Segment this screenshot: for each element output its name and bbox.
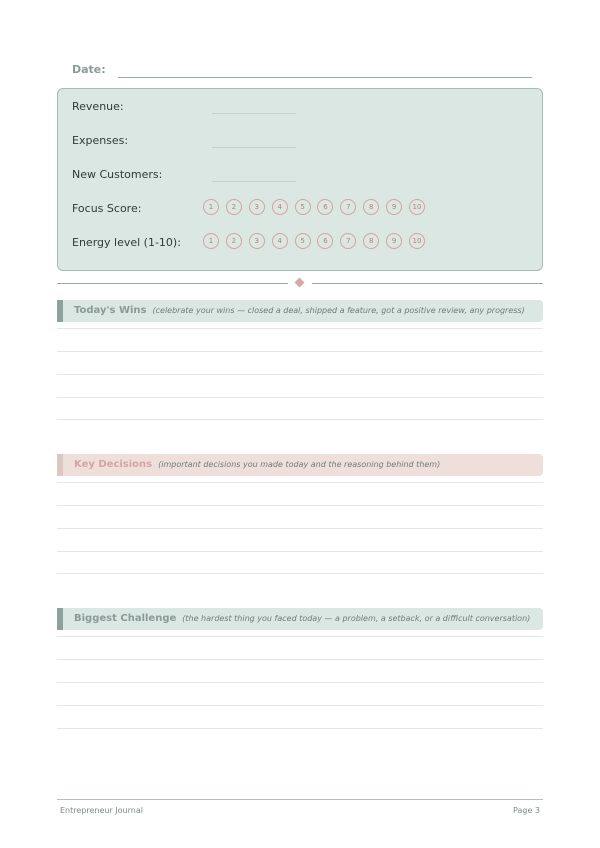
section-hint: (celebrate your wins — closed a deal, shipped a feature, got a positive review, any progress) bbox=[152, 306, 525, 315]
writing-line[interactable] bbox=[57, 705, 543, 706]
section-accent-bar bbox=[57, 608, 63, 630]
date-row bbox=[72, 62, 532, 80]
writing-line[interactable] bbox=[57, 551, 543, 552]
revenue-field[interactable] bbox=[212, 113, 296, 114]
section-title bbox=[74, 305, 525, 316]
energy-level-label: Energy level (1-10): bbox=[72, 236, 181, 249]
expenses-field[interactable] bbox=[212, 147, 296, 148]
energy-level-scale bbox=[203, 233, 432, 249]
section-hint: (important decisions you made today and the reasoning behind them) bbox=[158, 460, 441, 469]
writing-line[interactable] bbox=[57, 636, 543, 637]
focus-score-option[interactable]: 7 bbox=[340, 199, 356, 215]
writing-line[interactable] bbox=[57, 573, 543, 574]
focus-score-option[interactable]: 5 bbox=[295, 199, 311, 215]
section-title-text: Biggest Challenge bbox=[74, 613, 177, 624]
writing-line[interactable] bbox=[57, 419, 543, 420]
focus-score-label: Focus Score: bbox=[72, 202, 142, 215]
new-customers-label: New Customers: bbox=[72, 168, 163, 181]
energy-level-option[interactable]: 2 bbox=[226, 233, 242, 249]
energy-level-option[interactable]: 8 bbox=[363, 233, 379, 249]
footer-page-number: Page 3 bbox=[513, 806, 540, 815]
writing-line[interactable] bbox=[57, 728, 543, 729]
focus-score-option[interactable]: 2 bbox=[226, 199, 242, 215]
divider-line-left bbox=[57, 283, 288, 284]
revenue-row bbox=[72, 97, 532, 117]
writing-line[interactable] bbox=[57, 482, 543, 483]
revenue-label: Revenue: bbox=[72, 100, 124, 113]
energy-level-row bbox=[72, 233, 532, 253]
writing-line[interactable] bbox=[57, 351, 543, 352]
focus-score-option[interactable]: 6 bbox=[317, 199, 333, 215]
section-header-biggest-challenge bbox=[57, 608, 543, 630]
writing-line[interactable] bbox=[57, 659, 543, 660]
section-header-key-decisions bbox=[57, 454, 543, 476]
energy-level-option[interactable]: 1 bbox=[203, 233, 219, 249]
writing-line[interactable] bbox=[57, 397, 543, 398]
metrics-box bbox=[57, 88, 543, 271]
writing-line[interactable] bbox=[57, 328, 543, 329]
section-title-text: Today's Wins bbox=[74, 305, 147, 316]
section-header-todays-wins bbox=[57, 300, 543, 322]
energy-level-option[interactable]: 10 bbox=[409, 233, 425, 249]
section-title bbox=[74, 613, 530, 624]
date-input-line[interactable] bbox=[118, 77, 532, 78]
focus-score-option[interactable]: 8 bbox=[363, 199, 379, 215]
focus-score-row bbox=[72, 199, 532, 219]
section-title-text: Key Decisions bbox=[74, 459, 153, 470]
focus-score-option[interactable]: 9 bbox=[386, 199, 402, 215]
section-hint: (the hardest thing you faced today — a problem, a setback, or a difficult conversation) bbox=[182, 614, 531, 623]
focus-score-option[interactable]: 3 bbox=[249, 199, 265, 215]
writing-line[interactable] bbox=[57, 682, 543, 683]
focus-score-option[interactable]: 1 bbox=[203, 199, 219, 215]
focus-score-option[interactable]: 10 bbox=[409, 199, 425, 215]
energy-level-option[interactable]: 3 bbox=[249, 233, 265, 249]
expenses-label: Expenses: bbox=[72, 134, 129, 147]
writing-line[interactable] bbox=[57, 505, 543, 506]
writing-line[interactable] bbox=[57, 374, 543, 375]
footer-divider bbox=[57, 799, 543, 800]
expenses-row bbox=[72, 131, 532, 151]
section-accent-bar bbox=[57, 300, 63, 322]
section-title bbox=[74, 459, 440, 470]
energy-level-option[interactable]: 7 bbox=[340, 233, 356, 249]
date-label: Date: bbox=[72, 63, 106, 76]
divider-line-right bbox=[312, 283, 543, 284]
energy-level-option[interactable]: 9 bbox=[386, 233, 402, 249]
new-customers-row bbox=[72, 165, 532, 185]
diamond-icon bbox=[295, 278, 305, 288]
writing-line[interactable] bbox=[57, 528, 543, 529]
energy-level-option[interactable]: 4 bbox=[272, 233, 288, 249]
energy-level-option[interactable]: 5 bbox=[295, 233, 311, 249]
focus-score-scale bbox=[203, 199, 432, 215]
ornament-divider bbox=[57, 277, 543, 289]
new-customers-field[interactable] bbox=[212, 181, 296, 182]
section-accent-bar bbox=[57, 454, 63, 476]
focus-score-option[interactable]: 4 bbox=[272, 199, 288, 215]
footer-journal-title: Entrepreneur Journal bbox=[60, 806, 143, 815]
energy-level-option[interactable]: 6 bbox=[317, 233, 333, 249]
